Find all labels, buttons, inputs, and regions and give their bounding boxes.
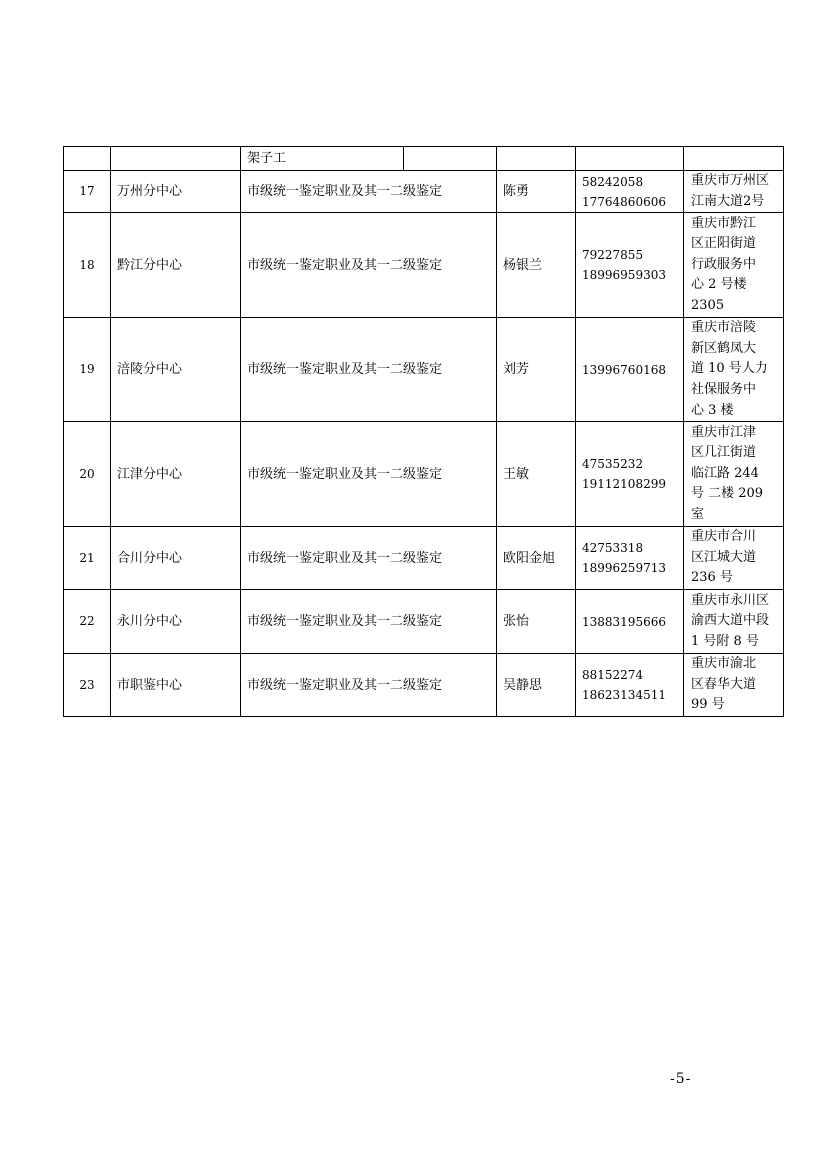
address-line: 重庆市涪陵 <box>691 320 757 336</box>
appraisal-centers-table <box>63 146 784 717</box>
appraisal-scope-cell: 市级统一鉴定职业及其一二级鉴定 <box>241 422 497 527</box>
center-name-cell: 黔江分中心 <box>111 213 241 318</box>
phone-cell <box>576 318 684 422</box>
table-row <box>64 654 784 717</box>
address-line: 区正阳街道 <box>691 236 757 252</box>
empty-cell <box>576 147 684 171</box>
appraisal-scope-cell: 市级统一鉴定职业及其一二级鉴定 <box>241 590 497 654</box>
address-line: 临江路 244 <box>691 465 759 481</box>
address-line: 区几江街道 <box>691 445 757 461</box>
contact-person-cell: 杨银兰 <box>497 213 576 318</box>
address-line: 236 号 <box>691 570 733 586</box>
address-line: 道 10 号人力 <box>691 361 768 377</box>
appraisal-scope-cell: 市级统一鉴定职业及其一二级鉴定 <box>241 527 497 590</box>
phone-cell <box>576 654 684 717</box>
address-line: 区春华大道 <box>691 676 757 692</box>
appraisal-scope-cell: 市级统一鉴定职业及其一二级鉴定 <box>241 213 497 318</box>
phone-cell <box>576 422 684 527</box>
row-number-cell: 20 <box>64 422 111 527</box>
appraisal-scope-cell: 市级统一鉴定职业及其一二级鉴定 <box>241 318 497 422</box>
row-number-cell: 21 <box>64 527 111 590</box>
table-row <box>64 527 784 590</box>
empty-cell <box>64 147 111 171</box>
phone-number: 18996259713 <box>582 561 666 576</box>
row-number-cell: 17 <box>64 171 111 213</box>
appraisal-scope-cell: 市级统一鉴定职业及其一二级鉴定 <box>241 654 497 717</box>
phone-number: 17764860606 <box>582 194 666 209</box>
phone-number: 88152274 <box>582 668 644 683</box>
table-body <box>64 147 784 717</box>
address-line: 行政服务中 <box>691 256 757 272</box>
address-cell <box>684 590 784 654</box>
phone-number: 19112108299 <box>582 477 666 492</box>
phone-number: 42753318 <box>582 541 644 556</box>
address-line: 江南大道2号 <box>691 193 765 209</box>
contact-person-cell: 张怡 <box>497 590 576 654</box>
address-line: 新区鹤凤大 <box>691 340 757 356</box>
center-name-cell: 永川分中心 <box>111 590 241 654</box>
phone-number: 13883195666 <box>582 614 666 629</box>
address-line: 重庆市黔江 <box>691 215 757 231</box>
address-line: 重庆市江津 <box>691 424 757 440</box>
empty-cell <box>497 147 576 171</box>
center-name-cell: 市职鉴中心 <box>111 654 241 717</box>
address-line: 重庆市渝北 <box>691 656 757 672</box>
page-number: -5- <box>670 1071 692 1087</box>
continuation-scope-cell: 架子工 <box>241 147 404 171</box>
phone-cell <box>576 171 684 213</box>
empty-cell <box>404 147 497 171</box>
phone-number: 79227855 <box>582 248 644 263</box>
empty-cell <box>111 147 241 171</box>
phone-number: 18623134511 <box>582 688 666 703</box>
phone-number: 18996959303 <box>582 268 666 283</box>
phone-number: 47535232 <box>582 457 644 472</box>
table-row <box>64 590 784 654</box>
empty-cell <box>684 147 784 171</box>
address-line: 99 号 <box>691 697 725 713</box>
address-line: 渝西大道中段 <box>691 613 770 629</box>
phone-cell <box>576 590 684 654</box>
contact-person-cell: 吴静思 <box>497 654 576 717</box>
center-name-cell: 江津分中心 <box>111 422 241 527</box>
address-cell <box>684 213 784 318</box>
table-row <box>64 422 784 527</box>
table-row <box>64 318 784 422</box>
table-row <box>64 171 784 213</box>
phone-number: 13996760168 <box>582 362 666 377</box>
contact-person-cell: 王敏 <box>497 422 576 527</box>
address-cell <box>684 318 784 422</box>
appraisal-scope-cell: 市级统一鉴定职业及其一二级鉴定 <box>241 171 497 213</box>
phone-cell <box>576 213 684 318</box>
address-cell <box>684 422 784 527</box>
address-line: 室 <box>691 507 705 523</box>
contact-person-cell: 陈勇 <box>497 171 576 213</box>
address-line: 心 2 号楼 <box>691 277 747 293</box>
address-line: 区江城大道 <box>691 549 757 565</box>
row-number-cell: 23 <box>64 654 111 717</box>
row-number-cell: 22 <box>64 590 111 654</box>
address-line: 2305 <box>691 298 725 314</box>
phone-cell <box>576 527 684 590</box>
address-line: 号 二楼 209 <box>691 486 764 502</box>
address-cell <box>684 527 784 590</box>
row-number-cell: 18 <box>64 213 111 318</box>
center-name-cell: 万州分中心 <box>111 171 241 213</box>
address-line: 重庆市合川 <box>691 529 757 545</box>
row-number-cell: 19 <box>64 318 111 422</box>
address-line: 1 号附 8 号 <box>691 633 759 649</box>
table-row <box>64 213 784 318</box>
contact-person-cell: 刘芳 <box>497 318 576 422</box>
address-line: 心 3 楼 <box>691 402 734 418</box>
center-name-cell: 合川分中心 <box>111 527 241 590</box>
contact-person-cell: 欧阳金旭 <box>497 527 576 590</box>
center-name-cell: 涪陵分中心 <box>111 318 241 422</box>
address-line: 社保服务中 <box>691 381 757 397</box>
address-cell <box>684 171 784 213</box>
address-line: 重庆市永川区 <box>691 592 770 608</box>
address-line: 重庆市万州区 <box>691 173 770 188</box>
continuation-row <box>64 147 784 171</box>
address-cell <box>684 654 784 717</box>
phone-number: 58242058 <box>582 174 644 189</box>
